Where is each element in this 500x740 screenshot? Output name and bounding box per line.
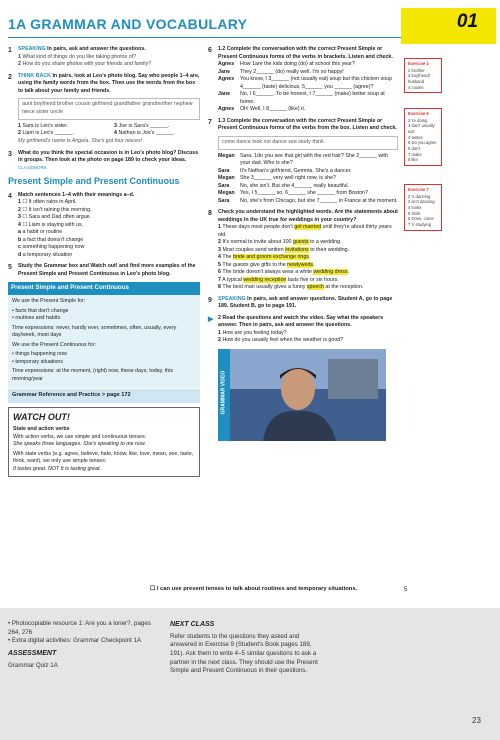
teacher-page-number: 23 xyxy=(472,716,481,725)
dialogue-line: Sara It's Nathan's girlfriend, Gemma. She's a dancer. xyxy=(218,167,352,174)
answer-box-exercise-7: Exercise 7 2 's dancing 3 isn't dancing 4 looks 5 think 6 Does, come 7 's studying xyxy=(404,184,442,231)
page-title: 1A GRAMMAR AND VOCABULARY xyxy=(8,16,248,32)
dialogue-line: Jane They 2______ (do) really well. I'm so happy! xyxy=(218,68,344,75)
answer-box-exercise-6: Exercise 6 2 're doing 3 don't usually eat 4 tastes 5 Do you agree 6 don't 7 make 8 like xyxy=(404,108,442,166)
teacher-notes xyxy=(0,608,500,740)
dialogue-line: Agnes You know, I 3______ (not usually eat) soup but this chicken soup 4______ (taste) delicious. 5______ you ______ (agree)? xyxy=(218,76,393,90)
answer-line: 2 's dancing xyxy=(408,193,431,199)
dialogue-line: Jane No, I 6______. To be honest, I 7______ (make) better soup at home. xyxy=(218,91,385,105)
answer-line: 5 think xyxy=(408,210,421,216)
grammar-reference-link[interactable]: Grammar Reference and Practice > page 172 xyxy=(8,389,200,403)
book-page-number: 5 xyxy=(404,587,408,593)
teacher-notes-next-class: NEXT CLASS Refer students to the questions they asked and answered in Exercise 9 (Student's Book pages 189, 191). Ask them to write 4–5 similar questions to ask a partner in the next class. They should use the Present Simple and Present Continuous in their questions. xyxy=(170,621,318,675)
statement-item: 8 The best man usually gives a funny speech at the reception. xyxy=(218,284,364,291)
dialogue-line: Sara No, she's from Chicago, but she 7______ in France at the moment. xyxy=(218,197,398,204)
dialogue-line: Megan Sara, 1do you see that girl with the red hair? She 2______ with your dad. Who is she? xyxy=(218,152,388,167)
statement-item: 6 The bride doesn't always wear a white wedding dress. xyxy=(218,269,350,276)
answer-line: 5 Do you agree xyxy=(408,140,437,146)
answer-line: 3 isn't dancing xyxy=(408,199,435,205)
video-thumbnail[interactable]: GRAMMAR VIDEO xyxy=(218,349,386,441)
answer-line: husband xyxy=(408,79,425,85)
dialogue-line: Megan She 3______ very well right now, is she? xyxy=(218,175,336,182)
dialogue-line: Agnes Oh! Well, I 8______ (like) it. xyxy=(218,106,306,113)
answer-line: 4 looks xyxy=(408,205,422,211)
answer-line: 2 're doing xyxy=(408,117,428,123)
exercise-3: 3 What do you think the special occasion is in Leo's photo blog? Discuss in groups. Then look at the photo on page 189 to check your ideas. CLASSWORK xyxy=(8,149,199,170)
teacher-notes-left: • Photocopiable resource 1: Are you a loner?, pages 264, 276 • Extra digital activities: Grammar Checkpoint 1A ASSESSMENT Grammar Quiz 1A xyxy=(8,620,151,669)
answer-box-exercise-2: Exercise 2 2 brother 3 boyfriend/ husband 4 cousin xyxy=(404,58,442,93)
exercise-2: 2 THINK BACK In pairs, look at Leo's photo blog. Say who people 1–4 are, using the family words from the box. Then use the words from the box to talk about your family and friends. aunt boyfriend brother cousin girlfriend grandfather grandmother nephew niece sister uncle 1 Sara is Leo's sister. 3 Joe is Sara's ______. 2 Liam is Leo's ______. 4 Nathan is Joe's ______. My girlfriend's name is Angela. She's got four nieces! xyxy=(8,72,200,144)
dialogue-line: Sara No, she isn't. But she 4______ really beautiful. xyxy=(218,182,350,189)
answer-line: 6 Does, come xyxy=(408,216,434,222)
answer-line: 2 brother xyxy=(408,67,425,73)
answer-line: 8 like xyxy=(408,157,418,163)
verb-box: come dance look not dance see study think xyxy=(218,136,398,150)
answer-line: 4 tastes xyxy=(408,134,423,140)
exercise-8: 8 Check you understand the highlighted words. Are the statements about weddings in the UK true for weddings in your country? 1 These days most people don't get married until they're about thirty years old. 2 It's normal to invite about 100 guests to a wedding. 3 Most couples send written invitations to their wedding. 4 The bride and groom exchange rings. 5 The guests give gifts to the newlyweds. 6 The bride doesn't always wear a white wedding dress. 7 A typical wedding reception lasts five or six hours. 8 The best man usually gives a funny speech at the reception. xyxy=(208,209,398,291)
exercise-6: 6 1.2 Complete the conversation with the correct Present Simple or Present Continuous forms of the verbs in brackets. Listen and check. Agnes How 1are the kids doing (do) at school this year? Jane They 2______ (do) really well. I'm so happy! Agnes You know, I 3______ (not usually eat) soup but this chicken soup 4______ (taste) delicious. 5______ you ______ (agree)? Jane No, I 6______. To be honest, I 7______ (make) better soup at home. Agnes Oh! Well, I 8______ (like) it. xyxy=(208,46,398,114)
answer-line: 3 boyfriend/ xyxy=(408,73,430,79)
exercise-4: 4 Match sentences 1–4 with their meanings a–d. 1 ☐ It often rains in April. 2 ☐ It isn't raining this morning. 3 ☐ Sara and Dad often argue. 4 ☐ Liam is staying with us. a a habit or routine b a fact that doesn't change c something happening now d a temporary situation xyxy=(8,191,135,258)
exercise-1: 1 SPEAKING In pairs, ask and answer the questions. 1 What kind of things do you like taking photos of? 2 How do you share photos with your friends and family? xyxy=(8,46,152,68)
answer-line: 7 's studying xyxy=(408,222,432,228)
statement-item: 1 These days most people don't get married until they're about thirty years old. xyxy=(218,224,392,238)
video-exercise: ▶ 2 Read the questions and watch the video. Say what the speakers answer. Then in pairs, ask and answer the questions. 1 How are you feeling today? 2 How do you usually feel when the weather is good? GRAMMAR VIDEO xyxy=(208,315,398,441)
exercise-7: 7 1.3 Complete the conversation with the correct Present Simple or Present Continuous forms of the verbs from the box. Listen and check. come dance look not dance see study think Megan Sara, 1do you see that girl with the red hair? She 2______ with your dad. Who is she? Sara It's Nathan's girlfriend, Gemma. She's a dancer. Megan She 3______ very well right now, is she? Sara No, she isn't. But she 4______ really beautiful. Megan Yes, I 5______ so. 6______ she ______ from Boston? Sara No, she's from Chicago, but she 7______ in France at the moment. xyxy=(208,117,398,204)
play-icon: ▶ xyxy=(208,315,214,323)
statement-item: 4 The bride and groom exchange rings. xyxy=(218,254,311,261)
statement-item: 3 Most couples send written invitations to their wedding. xyxy=(218,246,350,253)
family-word-box: aunt boyfriend brother cousin girlfriend grandfather grandmother nephew niece sister uncle xyxy=(18,98,200,120)
left-column xyxy=(8,46,200,477)
right-column xyxy=(208,46,398,445)
statement-item: 7 A typical wedding reception lasts five or six hours. xyxy=(218,276,339,283)
answer-line: 7 make xyxy=(408,151,422,157)
answer-line: 3 don't usually eat xyxy=(408,123,435,135)
statement-item: 5 The guests give gifts to the newlyweds. xyxy=(218,261,315,268)
grammar-box: Present Simple and Present Continuous We use the Present Simple for: • facts that don't change • routines and habits Time expressions: never, hardly ever, sometimes, often, usually, every day/week, most days We use the Present Continuous for: • things happening now • temporary situations Time expressions: at the moment, (right) now, these days, today, this morning/year Grammar Reference and Practice > page 172 xyxy=(8,282,200,403)
unit-number: 01 xyxy=(456,11,478,32)
statement-item: 2 It's normal to invite about 100 guests to a wedding. xyxy=(218,239,342,246)
dialogue-line: Megan Yes, I 5______ so. 6______ she ______ from Boston? xyxy=(218,190,368,197)
answer-line: 6 don't xyxy=(408,146,421,152)
section-heading: Present Simple and Present Continuous xyxy=(8,175,180,186)
exercise-9: 9 SPEAKING In pairs, ask and answer questions. Student A, go to page 189. Student B, go to page 191. xyxy=(208,295,393,310)
page-header xyxy=(8,8,488,38)
answer-line: 4 cousin xyxy=(408,84,424,90)
can-do-statement: ☐ I can use present tenses to talk about routines and temporary situations. xyxy=(150,586,358,592)
watch-out-box: WATCH OUT! State and action verbs With action verbs, we use simple and continuous tenses: She speaks three languages. She's speaking to me now. With state verbs (e.g. agree, believe, hate, know, like, love, mean, see, taste, think, want), we only use simple tenses: It tastes great. NOT It is tasting great. xyxy=(8,407,200,477)
dialogue-line: Agnes How 1are the kids doing (do) at school this year? xyxy=(218,61,355,68)
unit-badge xyxy=(401,8,496,44)
exercise-5: 5 Study the Grammar box and Watch out! and find more examples of the Present Simple and Present Continuous in Leo's photo blog. xyxy=(8,263,196,277)
